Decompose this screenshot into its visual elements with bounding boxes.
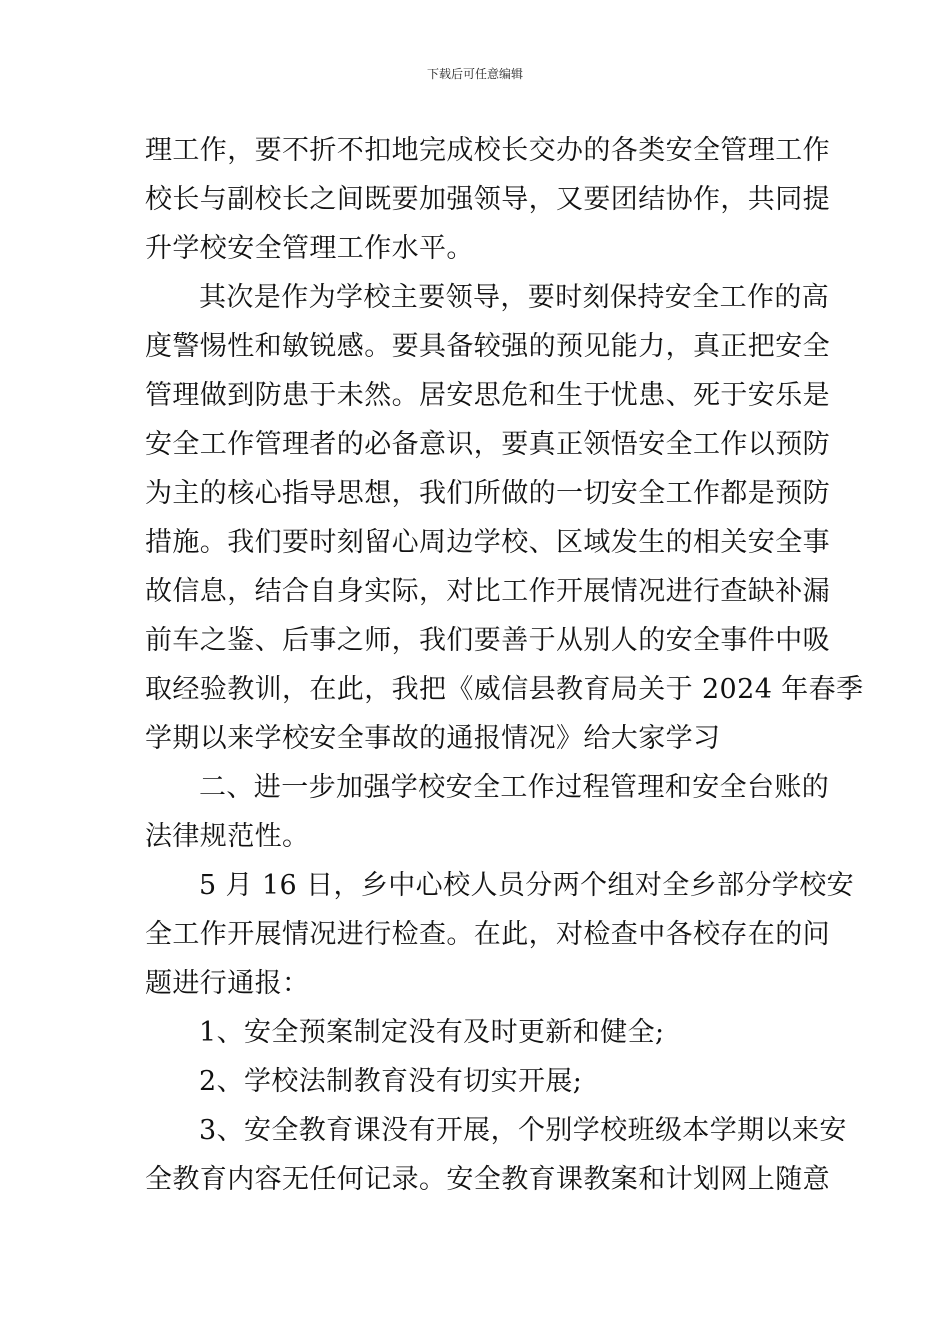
body-line: 校长与副校长之间既要加强领导，又要团结协作，共同提 [145, 184, 830, 215]
body-line: 升学校安全管理工作水平。 [145, 233, 474, 264]
body-line: 学期以来学校安全事故的通报情况》给大家学习 [145, 723, 721, 754]
paragraph-first-line: 其次是作为学校主要领导，要时刻保持安全工作的高 [199, 282, 830, 313]
body-line: 题进行通报： [145, 968, 310, 999]
body-line: 全工作开展情况进行检查。在此，对检查中各校存在的问 [145, 919, 830, 950]
paragraph-first-line: 5 月 16 日，乡中心校人员分两个组对全乡部分学校安 [199, 870, 855, 901]
document-body [145, 126, 864, 1204]
body-line: 理工作，要不折不扣地完成校长交办的各类安全管理工作 [145, 135, 830, 166]
body-line: 取经验教训，在此，我把《威信县教育局关于 2024 年春季 [145, 674, 864, 705]
body-line: 故信息，结合自身实际，对比工作开展情况进行查缺补漏 [145, 576, 830, 607]
body-line: 前车之鉴、后事之师，我们要善于从别人的安全事件中吸 [145, 625, 830, 656]
body-line: 管理做到防患于未然。居安思危和生于忧患、死于安乐是 [145, 380, 830, 411]
page-header: 下载后可任意编辑 [426, 67, 523, 81]
body-line: 措施。我们要时刻留心周边学校、区域发生的相关安全事 [145, 527, 830, 558]
list-item: 3、安全教育课没有开展，个别学校班级本学期以来安 [199, 1115, 847, 1146]
body-line: 为主的核心指导思想，我们所做的一切安全工作都是预防 [145, 478, 830, 509]
list-item: 2、学校法制教育没有切实开展; [199, 1066, 583, 1097]
body-line: 安全工作管理者的必备意识，要真正领悟安全工作以预防 [145, 429, 830, 460]
body-line: 法律规范性。 [145, 821, 310, 852]
section-heading: 二、进一步加强学校安全工作过程管理和安全台账的 [199, 772, 830, 803]
body-line: 度警惕性和敏锐感。要具备较强的预见能力，真正把安全 [145, 331, 830, 362]
list-item: 1、安全预案制定没有及时更新和健全; [199, 1017, 665, 1048]
body-line: 全教育内容无任何记录。安全教育课教案和计划网上随意 [145, 1164, 830, 1195]
